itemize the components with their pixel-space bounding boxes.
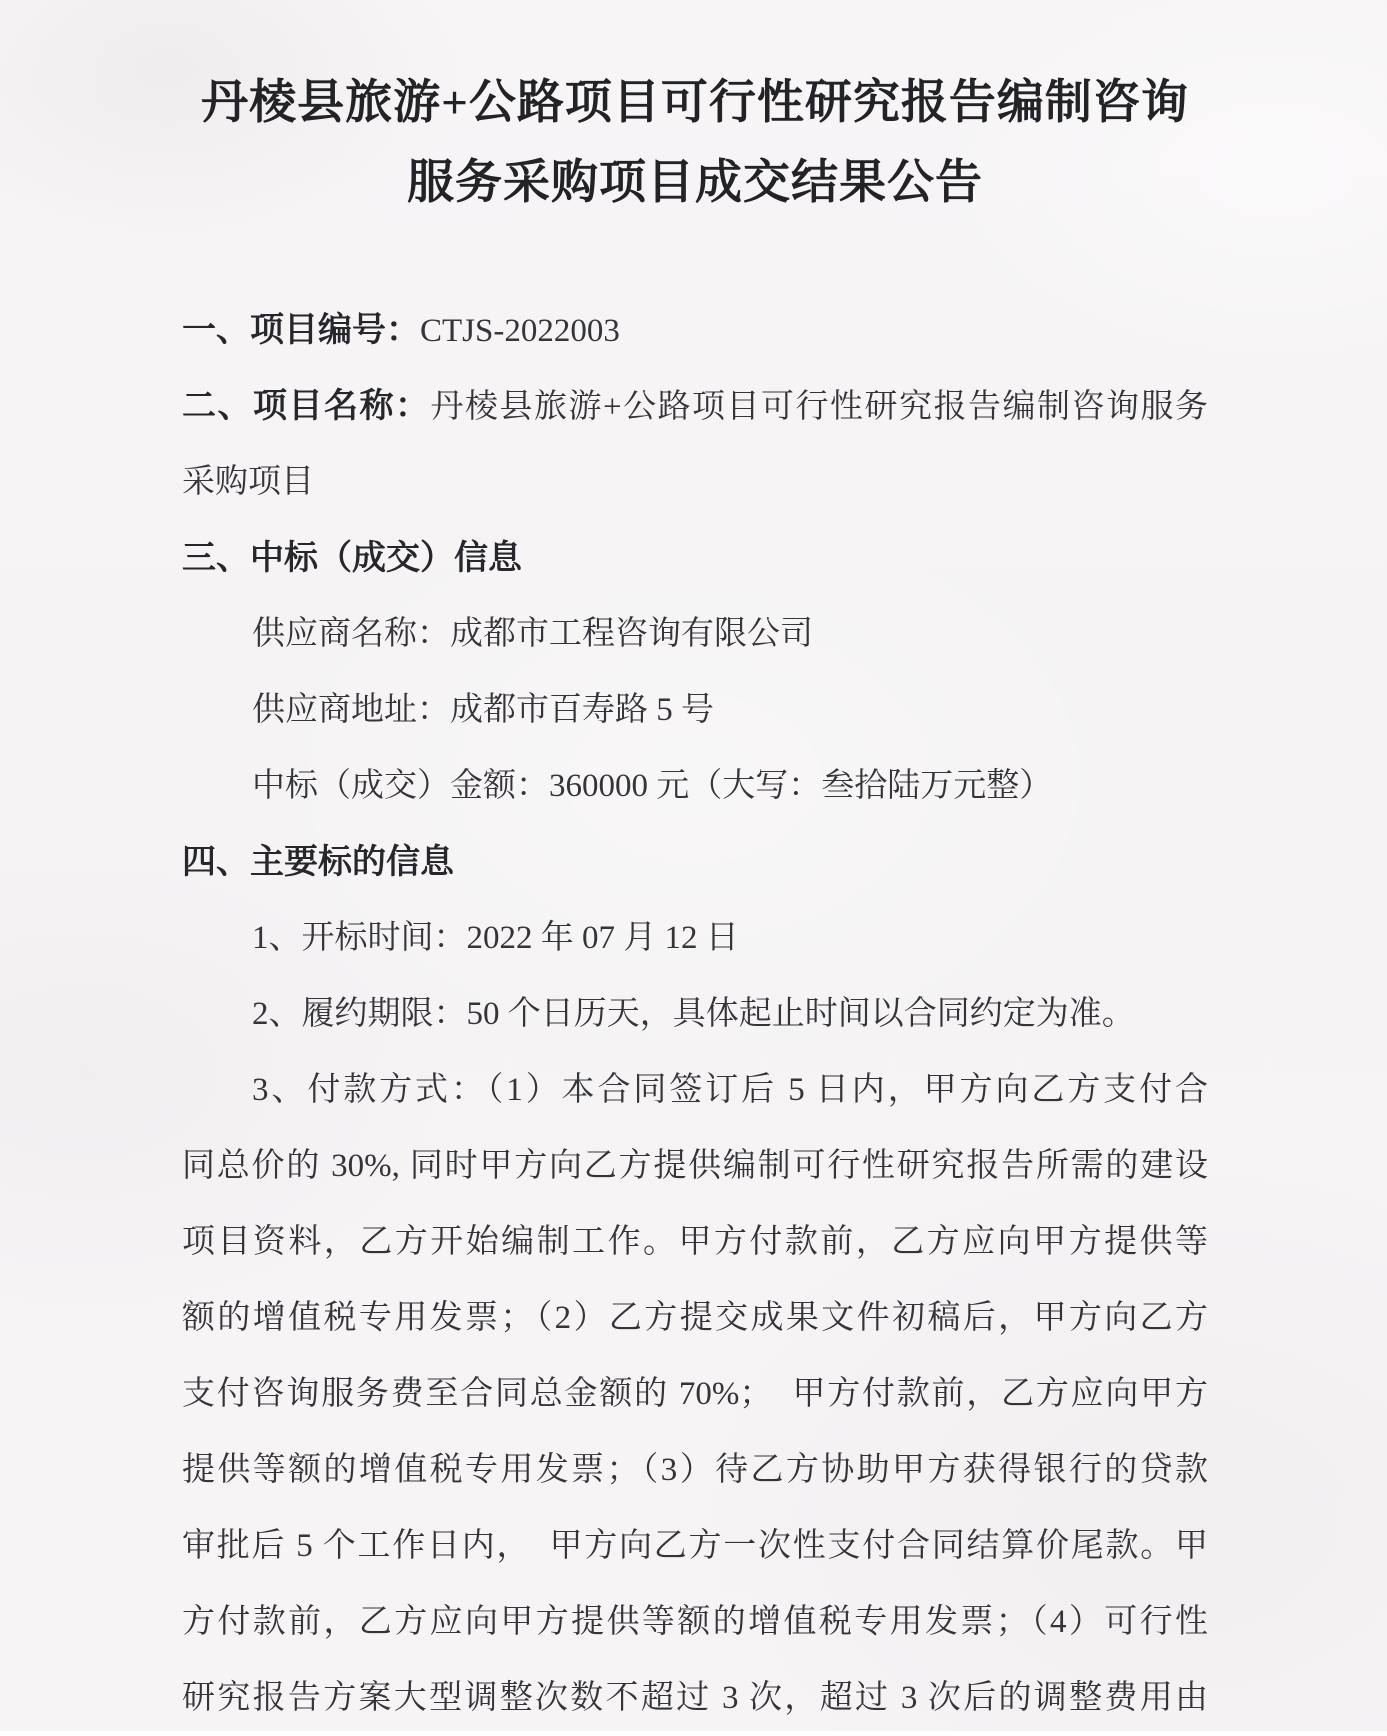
text-line-17 [182, 1508, 1208, 1584]
document-title-line-2: 服务采购项目成交结果公告 [407, 157, 983, 209]
body-text: 提供等额的增值税专用发票；（3）待乙方协助甲方获得银行的贷款 [182, 1452, 1208, 1488]
text-line-5 [182, 596, 1208, 672]
body-text: 采购项目 [182, 464, 314, 500]
body-text: 项目资料，乙方开始编制工作。甲方付款前，乙方应向甲方提供等 [182, 1224, 1208, 1260]
text-line-18 [182, 1584, 1208, 1660]
section-heading-text: 四、主要标的信息 [182, 843, 454, 881]
body-text: 支付咨询服务费至合同总金额的 70%； 甲方付款前，乙方应向甲方 [182, 1376, 1208, 1412]
body-text: 方付款前，乙方应向甲方提供等额的增值税专用发票；（4）可行性 [182, 1604, 1208, 1640]
text-line-7 [182, 748, 1208, 824]
text-line-2 [182, 368, 1208, 444]
text-line-12 [182, 1128, 1208, 1204]
body-text: 审批后 5 个工作日内， 甲方向乙方一次性支付合同结算价尾款。甲 [182, 1528, 1208, 1564]
text-line-3 [182, 444, 1208, 520]
text-line-13 [182, 1204, 1208, 1280]
text-line-9 [182, 900, 1208, 976]
document-title [182, 63, 1208, 223]
section-heading-text: 一、项目编号： [182, 311, 420, 349]
text-line-8 [182, 824, 1208, 900]
text-line-10 [182, 976, 1208, 1052]
body-text: 同总价的 30%, 同时甲方向乙方提供编制可行性研究报告所需的建设 [182, 1148, 1208, 1184]
body-text: 研究报告方案大型调整次数不超过 3 次，超过 3 次后的调整费用由 [182, 1680, 1208, 1716]
text-line-6 [182, 672, 1208, 748]
body-text: 丹棱县旅游+公路项目可行性研究报告编制咨询服务 [430, 389, 1209, 425]
body-text: 3、付款方式：（1）本合同签订后 5 日内，甲方向乙方支付合 [252, 1072, 1208, 1108]
text-line-19 [182, 1660, 1208, 1736]
body-text: 额的增值税专用发票；（2）乙方提交成果文件初稿后，甲方向乙方 [182, 1300, 1208, 1336]
section-heading-text: 二、项目名称： [182, 387, 431, 425]
body-text: 1、开标时间：2022 年 07 月 12 日 [252, 920, 739, 956]
text-line-11 [182, 1052, 1208, 1128]
section-heading-text: 三、中标（成交）信息 [182, 539, 522, 577]
body-text: 供应商名称：成都市工程咨询有限公司 [252, 616, 813, 652]
body-text: 供应商地址：成都市百寿路 5 号 [252, 692, 714, 728]
body-text: 2、履约期限：50 个日历天，具体起止时间以合同约定为准。 [252, 996, 1135, 1032]
text-line-1 [182, 292, 1208, 368]
body-text: CTJS-2022003 [420, 313, 620, 349]
document-title-line-1: 丹棱县旅游+公路项目可行性研究报告编制咨询 [201, 77, 1189, 129]
body-text: 中标（成交）金额：360000 元（大写：叁拾陆万元整） [252, 768, 1053, 804]
text-line-14 [182, 1280, 1208, 1356]
text-line-15 [182, 1356, 1208, 1432]
text-line-16 [182, 1432, 1208, 1508]
document-body [182, 292, 1208, 1736]
text-line-4 [182, 520, 1208, 596]
